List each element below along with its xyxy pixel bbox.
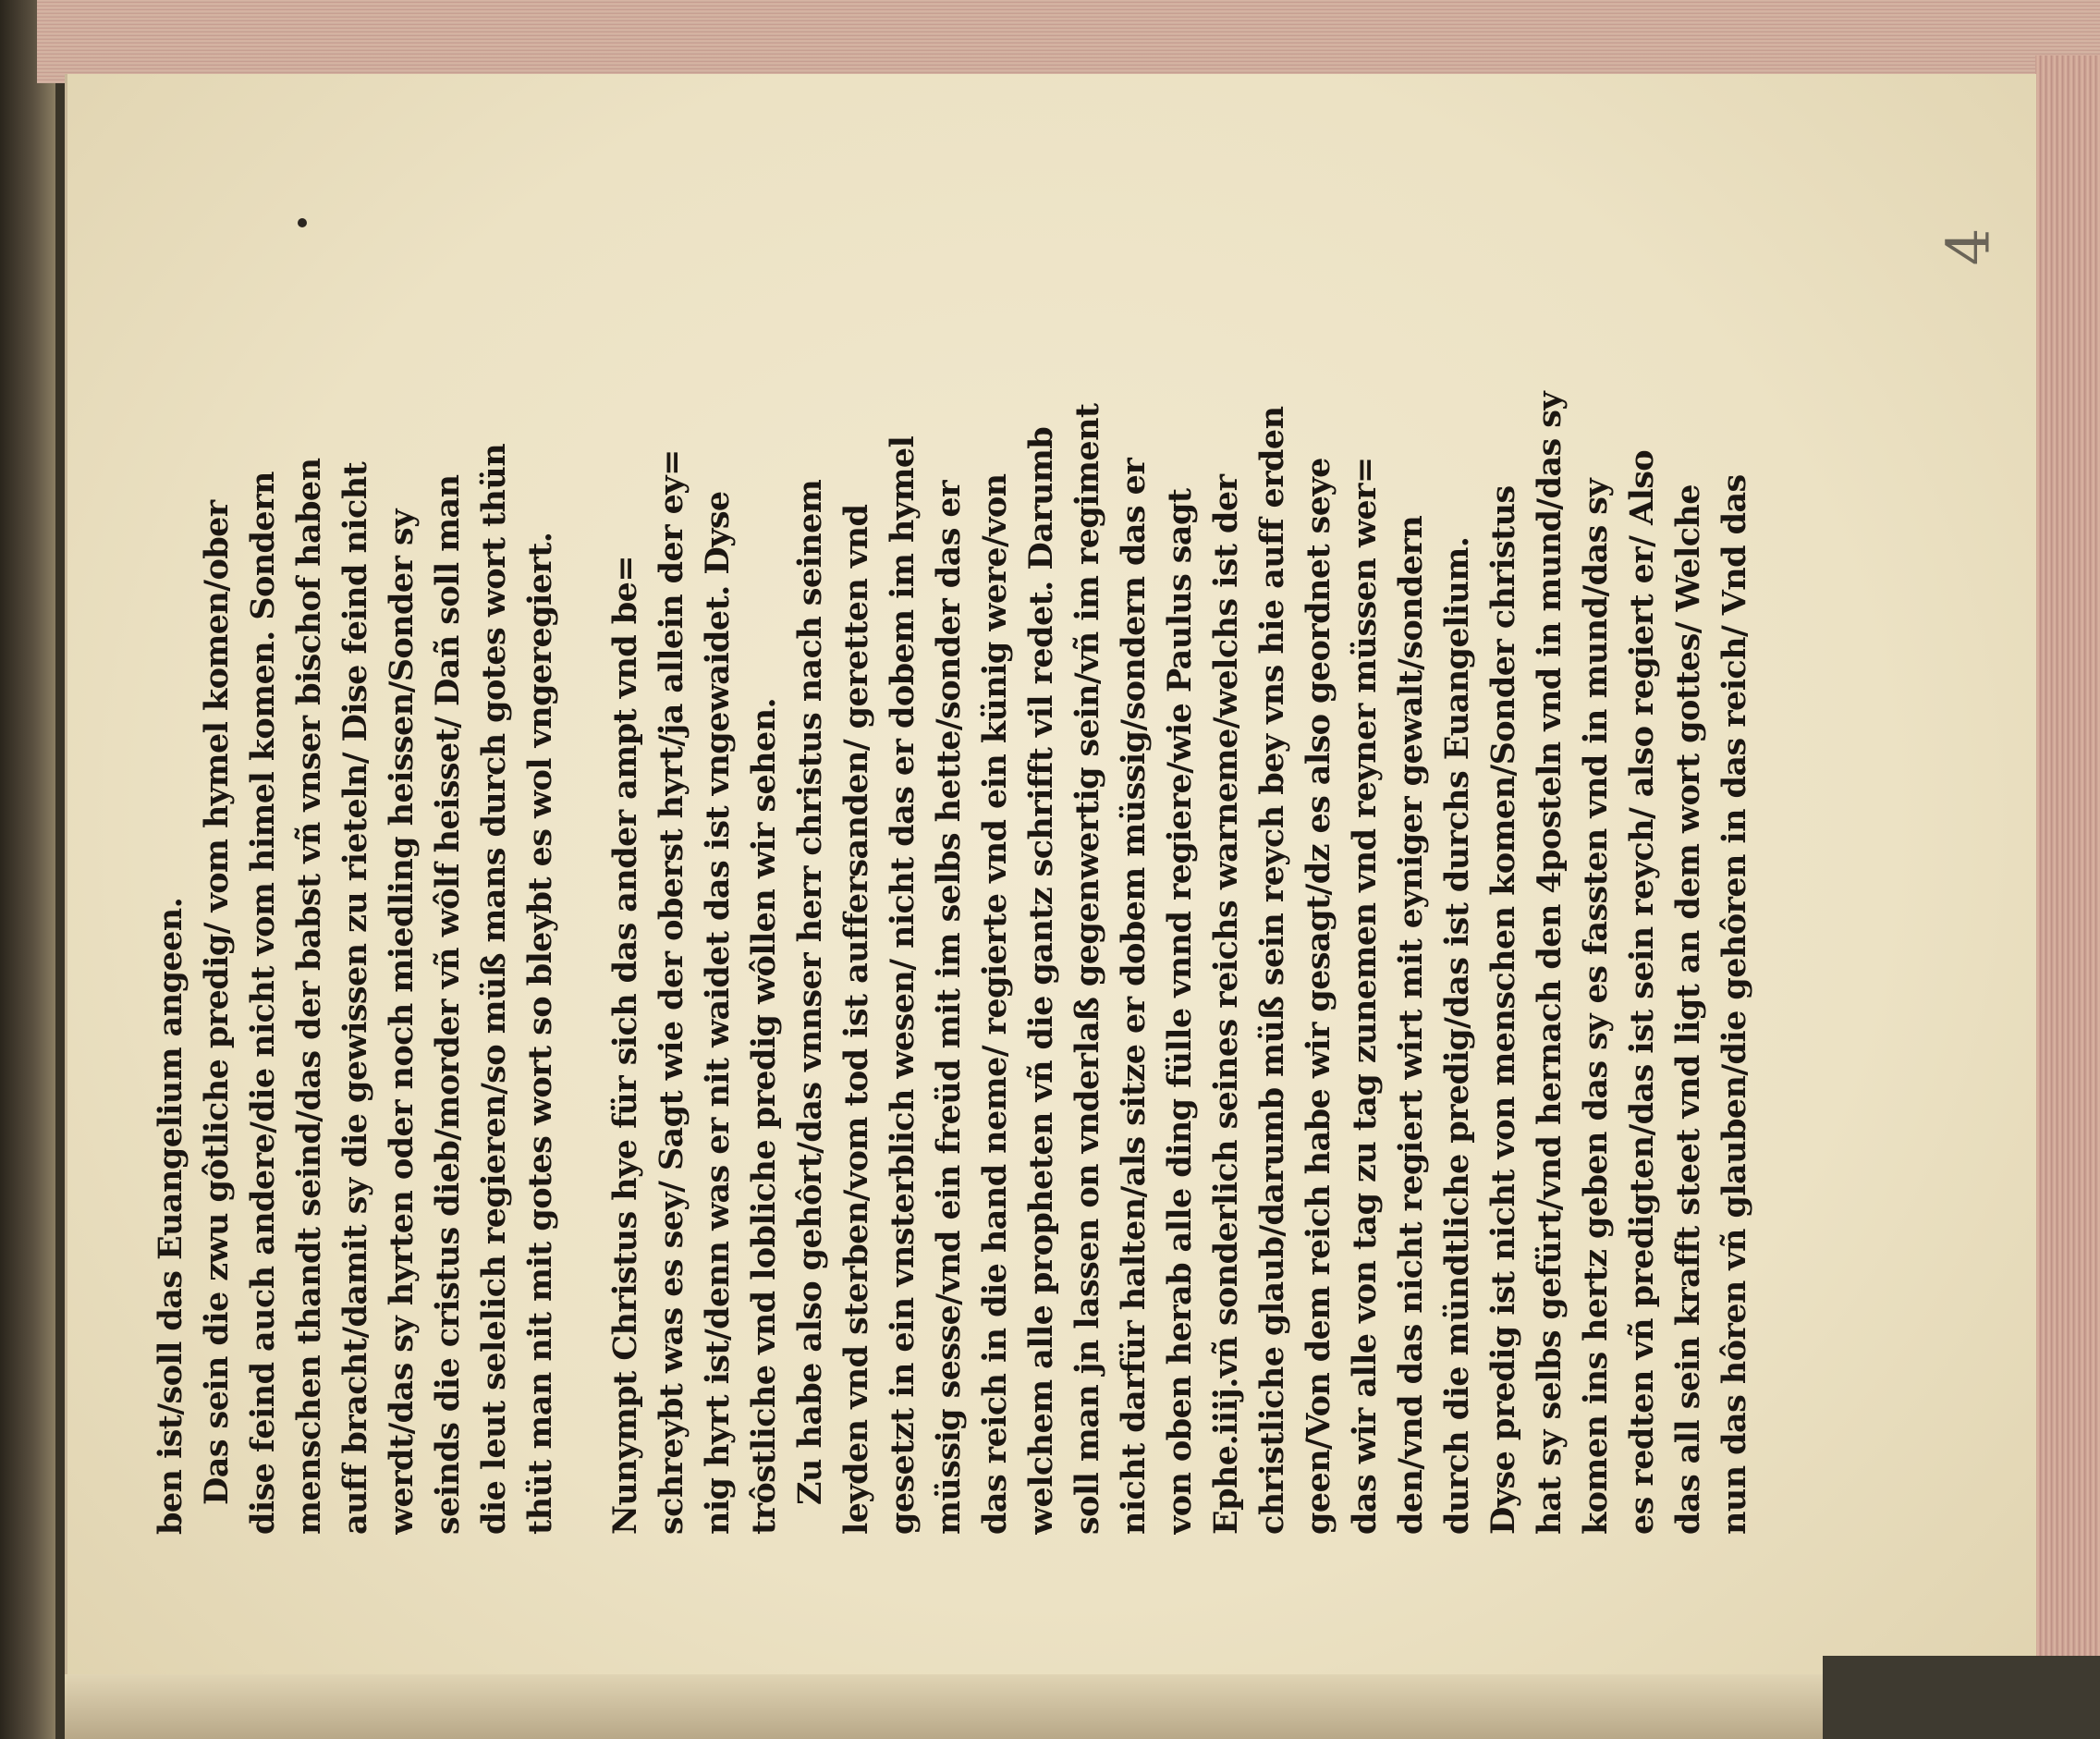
text-line: Das sein die zwu gôtliche predig/ vom hymel komen/ober (198, 500, 236, 1505)
text-line: hat sy selbs gefürt/vnd hernach den 4posteln vnd in mund/das sy (1531, 391, 1569, 1535)
folio-number: 4 (1935, 227, 2004, 266)
text-line: leyden vnd sterben/vom tod ist auffersanden/ geretten vnd (837, 504, 875, 1535)
text-line: von oben herab alle ding fülle vnnd regiere/wie Paulus sagt (1161, 488, 1199, 1535)
text-line: durch die mündtliche predig/das ist durchs Euangelium. (1438, 536, 1476, 1535)
page-gutter (65, 1674, 2033, 1739)
text-line: thüt man nit mit gotes wort so bleybt es wol vngeregiert. (521, 532, 559, 1535)
text-line: christliche glaub/darumb müß sein reych bey vns hie auff erden (1253, 406, 1291, 1535)
text-line: Ephe.iiij.vñ sonderlich seines reichs warneme/welchs ist der (1207, 474, 1245, 1535)
text-line: nicht darfür halten/als sitze er dobem müssig/sondern das er (1115, 458, 1153, 1535)
page-edges-right (2035, 55, 2100, 1739)
text-line: komen ins hertz geben das sy es fassten vnd in mund/das sy (1577, 478, 1615, 1535)
ink-speck (298, 218, 307, 227)
text-line: den/vnd das nicht regiert wirt mit eyniger gewalt/sondern (1392, 515, 1430, 1535)
text-line: gesetzt in ein vnsterblich wesen/ nicht das er dobem im hymel (884, 435, 922, 1535)
text-line: trôstliche vnd lobliche predig wôllen wir sehen. (745, 697, 783, 1535)
text-line: die leut selelich regieren/so müß mans durch gotes wort thün (475, 443, 513, 1535)
blackletter-text-block (148, 388, 1753, 1535)
binding-corner (1823, 1656, 2100, 1739)
text-line: nig hyrt ist/denn was er nit waidet das ist vngewaidet. Dyse (699, 491, 737, 1535)
page-edges-top (37, 0, 2100, 83)
rotated-text-frame (148, 388, 1753, 1535)
text-line: geen/Von dem reich habe wir gesagt/dz es also geordnet seye (1300, 458, 1337, 1535)
text-line: ben ist/soll das Euangelium angeen. (152, 897, 189, 1535)
text-line: schreybt was es sey/ Sagt wie der oberst hyrt/ja allein der ey= (653, 449, 690, 1535)
text-line: seinds die cristus dieb/morder vñ wôlf heisset/ Dañ soll man (429, 474, 467, 1535)
text-line: das all sein krafft steet vnd ligt an dem wort gottes/ Welche (1669, 484, 1707, 1535)
text-line: menschen thandt seind/das der babst vñ vnser bischof haben (290, 458, 328, 1535)
text-line: nun das hôren vñ glauben/die gehôren in das reich/ Vnd das (1715, 474, 1753, 1535)
text-line: müssig sesse/vnd ein freüd mit im selbs hette/sonder das er (930, 481, 968, 1535)
text-line: soll man jn lassen on vnderlaß gegenwertig sein/vñ im regiment (1068, 403, 1106, 1535)
text-line: werdt/das sy hyrten oder noch miedling heissen/Sonder sy (383, 509, 421, 1535)
text-line: auff bracht/damit sy die gewissen zu rieteln/ Dise feind nicht (336, 461, 374, 1535)
text-line: welchem alle propheten vñ die gantz schrifft vil redet. Darumb (1022, 426, 1060, 1535)
text-line: es redten vñ predigten/das ist sein reych/ also regiert er/ Also (1623, 449, 1661, 1535)
paragraph-gap (564, 388, 603, 1535)
text-line: Nunympt Christus hye für sich das ander ampt vnd be= (606, 555, 644, 1535)
text-line: das reich in die hand neme/ regierte vnd ein künig were/von (976, 473, 1014, 1535)
text-line: Dyse predig ist nicht von menschen komen/Sonder christus (1484, 485, 1522, 1535)
text-line: dise feind auch andere/die nicht vom himel komen. Sondern (244, 471, 282, 1535)
binding-shadow (0, 0, 55, 1739)
text-line: Zu habe also gehôrt/das vnnser herr christus nach seinem (791, 479, 829, 1505)
text-line: das wir alle von tag zu tag zunemen vnd reyner müssen wer= (1346, 457, 1384, 1535)
